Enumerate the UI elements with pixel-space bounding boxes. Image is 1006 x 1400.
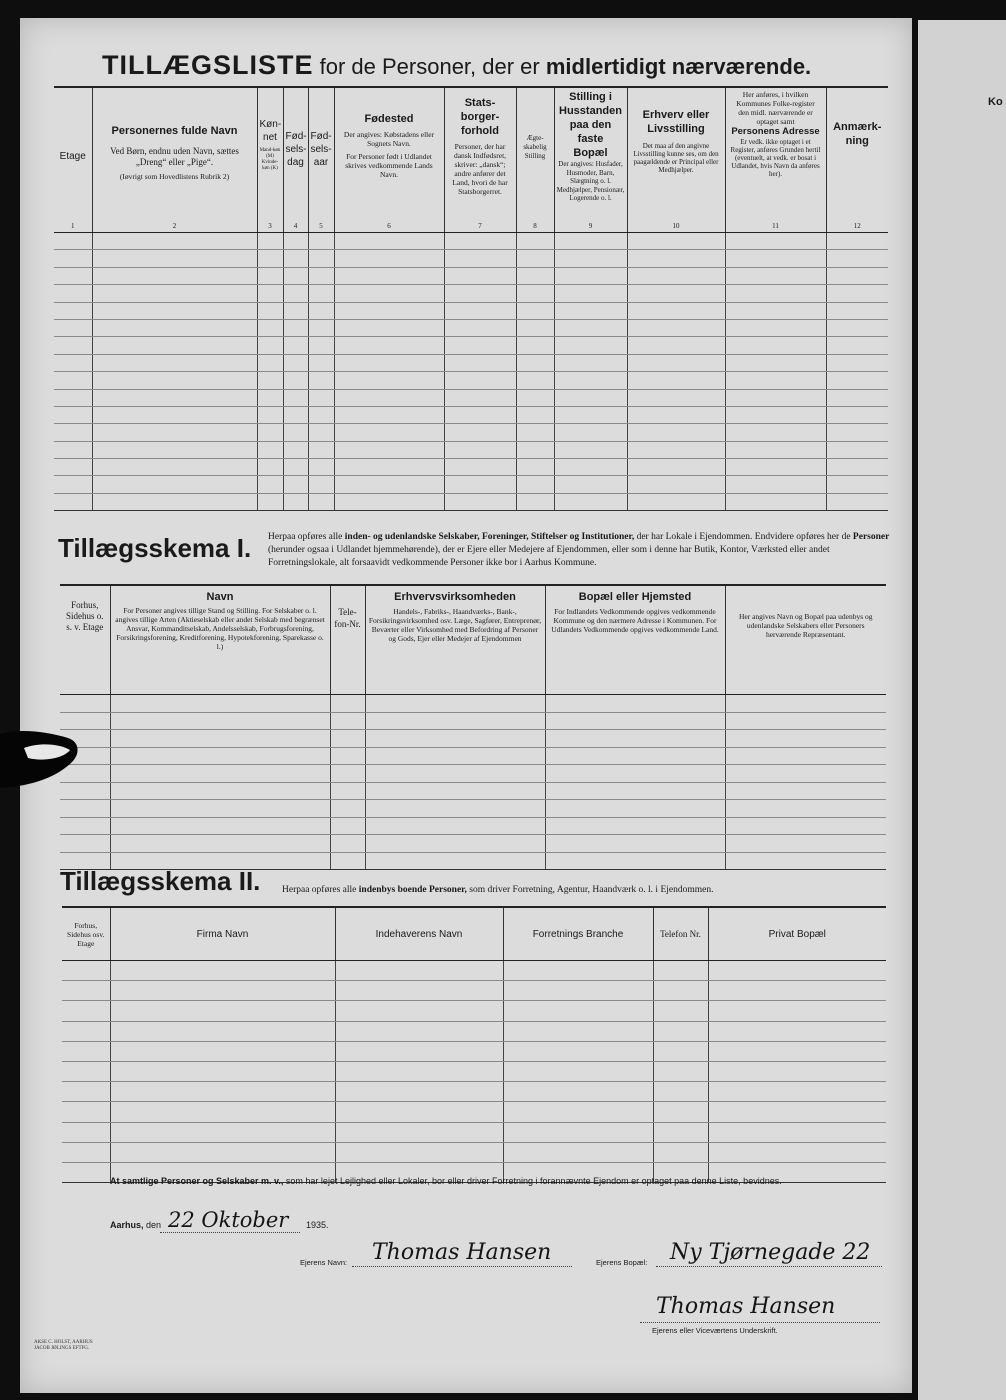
signature-label: Ejerens eller Viceværtens Underskrift. bbox=[652, 1326, 778, 1335]
table-row[interactable] bbox=[54, 302, 888, 319]
thumb-silhouette bbox=[0, 728, 80, 790]
skema2-title: Tillægsskema II. bbox=[60, 866, 261, 896]
skema2-intro: Herpaa opføres alle indenbys boende Personer, som driver Forretning, Agentur, Haandværk o. l. i Ejendommen. bbox=[282, 885, 714, 895]
table-row[interactable] bbox=[62, 1041, 886, 1061]
date-handwritten[interactable]: 22 Oktober bbox=[168, 1208, 289, 1232]
year-label: 1935. bbox=[306, 1220, 329, 1230]
skema2-col-branch: Forretnings Branche bbox=[503, 907, 653, 961]
table-row[interactable] bbox=[60, 800, 886, 818]
skema1-intro: Herpaa opføres alle inden- og udenlandske Selskaber, Foreninger, Stiftelser og Institutioner, der har Lokale i Ejendommen. Endvidere opføres her de Personer (herunder ogsaa i Udlandet hjemmehørende), der er Ejere eller Medejere af Ejendommen, eller som i denne har Butik, Kontor, Værksted eller andet Forretningslokale, alt forsaavidt vedkommende Personer ikke bor i Aarhus Kommune. bbox=[268, 532, 890, 568]
skema2-table bbox=[62, 906, 886, 1183]
den-label: den bbox=[146, 1220, 162, 1230]
table-row[interactable] bbox=[54, 424, 888, 441]
table-row[interactable] bbox=[54, 354, 888, 371]
table-row[interactable] bbox=[54, 476, 888, 493]
table-row[interactable] bbox=[60, 817, 886, 835]
skema2-col-firm: Firma Navn bbox=[110, 907, 335, 961]
owner-address-rule bbox=[656, 1266, 882, 1267]
form-page bbox=[20, 18, 912, 1393]
skema1-col-representative: Her angives Navn og Bopæl paa udenbys og udenlandske Selskabers eller Personers herværende Repræsentant. bbox=[725, 585, 886, 695]
col-remarks: Anmærk-ning 12 bbox=[826, 87, 888, 233]
skema1-col-phone: Tele-fon-Nr. bbox=[330, 585, 365, 695]
table-row[interactable] bbox=[60, 835, 886, 853]
table-row[interactable] bbox=[54, 250, 888, 267]
table-row[interactable] bbox=[60, 730, 886, 748]
col-gender: Køn-net Mand-køn (M) Kvinde-køn (K) 3 bbox=[257, 87, 283, 233]
skema2-col-owner: Indehaverens Navn bbox=[335, 907, 503, 961]
main-table-header bbox=[54, 87, 888, 233]
col-marital: Ægte-skabelig Stilling 8 bbox=[516, 87, 554, 233]
skema1-table bbox=[60, 584, 886, 870]
table-row[interactable] bbox=[62, 1021, 886, 1041]
place-label: Aarhus, bbox=[110, 1220, 144, 1230]
table-row[interactable] bbox=[60, 747, 886, 765]
skema1-col-business: Erhvervsvirksomheden Handels-, Fabriks-, Haandværks-, Bank-, Forsikringsvirksomhed osv. Læge, Sagfører, Entreprenør, Beværter eller Virksomhed med Befordring af Personer og Gods, Ejer eller Medejer af Ejendommen bbox=[365, 585, 545, 695]
owner-name-rule bbox=[352, 1266, 572, 1267]
skema2-col-floor: Forhus, Sidehus osv. Etage bbox=[62, 907, 110, 961]
table-row[interactable] bbox=[60, 765, 886, 783]
table-row[interactable] bbox=[54, 389, 888, 406]
col-citizenship: Stats-borger-forhold Personer, der har dansk Indfødsret, skriver: „dansk“; andre anfører det Land, hvori de har Statsborgerret. 7 bbox=[444, 87, 516, 233]
main-table bbox=[54, 86, 888, 511]
date-line-rule bbox=[160, 1232, 300, 1233]
owner-address-label: Ejerens Bopæl: bbox=[596, 1258, 648, 1267]
owner-address-handwritten[interactable]: Ny Tjørnegade 22 bbox=[670, 1240, 871, 1265]
table-row[interactable] bbox=[62, 1102, 886, 1122]
table-row[interactable] bbox=[54, 406, 888, 423]
table-row[interactable] bbox=[54, 441, 888, 458]
table-row[interactable] bbox=[62, 981, 886, 1001]
title-end: nærværende. bbox=[671, 54, 812, 79]
table-row[interactable] bbox=[54, 459, 888, 476]
table-row[interactable] bbox=[62, 1061, 886, 1081]
col-birthyear: Fød-sels-aar 5 bbox=[308, 87, 334, 233]
date-line bbox=[110, 1220, 161, 1230]
owner-name-label: Ejerens Navn: bbox=[300, 1258, 348, 1267]
title-bold: midlertidigt bbox=[545, 54, 666, 79]
col-occupation: Erhverv eller Livsstilling Det maa af den angivne Livsstilling kunne ses, om den paagældende er Principal eller Medhjælper. 10 bbox=[627, 87, 725, 233]
table-row[interactable] bbox=[54, 285, 888, 302]
title-mid: for de Personer, der er bbox=[319, 54, 540, 79]
owner-name-handwritten[interactable]: Thomas Hansen bbox=[372, 1240, 552, 1265]
table-row[interactable] bbox=[62, 1142, 886, 1162]
col-name: Personernes fulde Navn Ved Børn, endnu uden Navn, sættes „Dreng“ eller „Pige“. (Iøvrigt som Hovedlistens Rubrik 2) 2 bbox=[92, 87, 257, 233]
col-address: Her anføres, i hvilken Kommunes Folke-register den midl. nærværende er optaget samt Personens Adresse Er vedk. ikke optaget i et Register, anføres Grunden hertil (eventuelt, at vedk. er bosat i Udlandet, hvis Navn da anføres her). 11 bbox=[725, 87, 826, 233]
skema2-col-phone: Telefon Nr. bbox=[653, 907, 708, 961]
adjacent-page bbox=[918, 20, 1006, 1400]
skema2-header bbox=[62, 907, 886, 961]
signature-handwritten[interactable]: Thomas Hansen bbox=[656, 1294, 836, 1319]
next-page-hint: Ko bbox=[988, 96, 1003, 108]
skema1-col-floor: Forhus, Sidehus o. s. v. Etage bbox=[60, 585, 110, 695]
col-birthday: Fød-sels-dag 4 bbox=[283, 87, 308, 233]
table-row[interactable] bbox=[60, 782, 886, 800]
certification-text: At samtlige Personer og Selskaber m. v., som har lejet Lejlighed eller Lokaler, bor eller driver Forretning i forannævnte Ejendom er optaget paa denne Liste, bevidnes. bbox=[110, 1176, 782, 1186]
form-title bbox=[102, 50, 811, 81]
skema1-col-name: Navn For Personer angives tillige Stand og Stilling. For Selskaber o. l. angives tillige Arten (Aktieselskab eller andet Selskab med begrænset Ansvar, Kommanditselskab, Andelsselskab, Forbrugsforening, Forsikringsforening, Kreditforening, Hypotekforening, Sparekasse o. l.) bbox=[110, 585, 330, 695]
table-row[interactable] bbox=[54, 372, 888, 389]
title-strong: TILLÆGSLISTE bbox=[102, 50, 314, 80]
table-row[interactable] bbox=[54, 233, 888, 250]
skema1-col-residence: Bopæl eller Hjemsted For Indlandets Vedkommende opgives vedkommende Kommune og den nærmere Adresse i Kommunen. For Udlandets Vedkommende opgives vedkommende Land. bbox=[545, 585, 725, 695]
signature-rule bbox=[640, 1322, 880, 1323]
col-birthplace: Fødested Der angives: Købstadens eller Sognets Navn. For Personer født i Udlandet skrives vedkommende Lands Navn. 6 bbox=[334, 87, 444, 233]
table-row[interactable] bbox=[62, 1001, 886, 1021]
skema1-title: Tillægsskema I. bbox=[58, 533, 252, 563]
table-row[interactable] bbox=[62, 961, 886, 981]
table-row[interactable] bbox=[54, 493, 888, 510]
col-etage: Etage 1 bbox=[54, 87, 92, 233]
table-row[interactable] bbox=[54, 337, 888, 354]
skema2-col-private: Privat Bopæl bbox=[708, 907, 886, 961]
col-household: Stilling i Husstanden paa den faste Bopæl Der angives: Husfader, Husmoder, Barn, Slægtning o. l. Medhjælper, Pensionær, Logerende o. l. 9 bbox=[554, 87, 627, 233]
skema1-header bbox=[60, 585, 886, 695]
table-row[interactable] bbox=[60, 695, 886, 713]
table-row[interactable] bbox=[62, 1082, 886, 1102]
table-row[interactable] bbox=[54, 267, 888, 284]
table-row[interactable] bbox=[62, 1122, 886, 1142]
table-row[interactable] bbox=[60, 712, 886, 730]
table-row[interactable] bbox=[54, 319, 888, 336]
printer-mark: AKSE C. HOLST, AARHUS JACOB JØLINGS EFTFG. bbox=[34, 1340, 93, 1351]
